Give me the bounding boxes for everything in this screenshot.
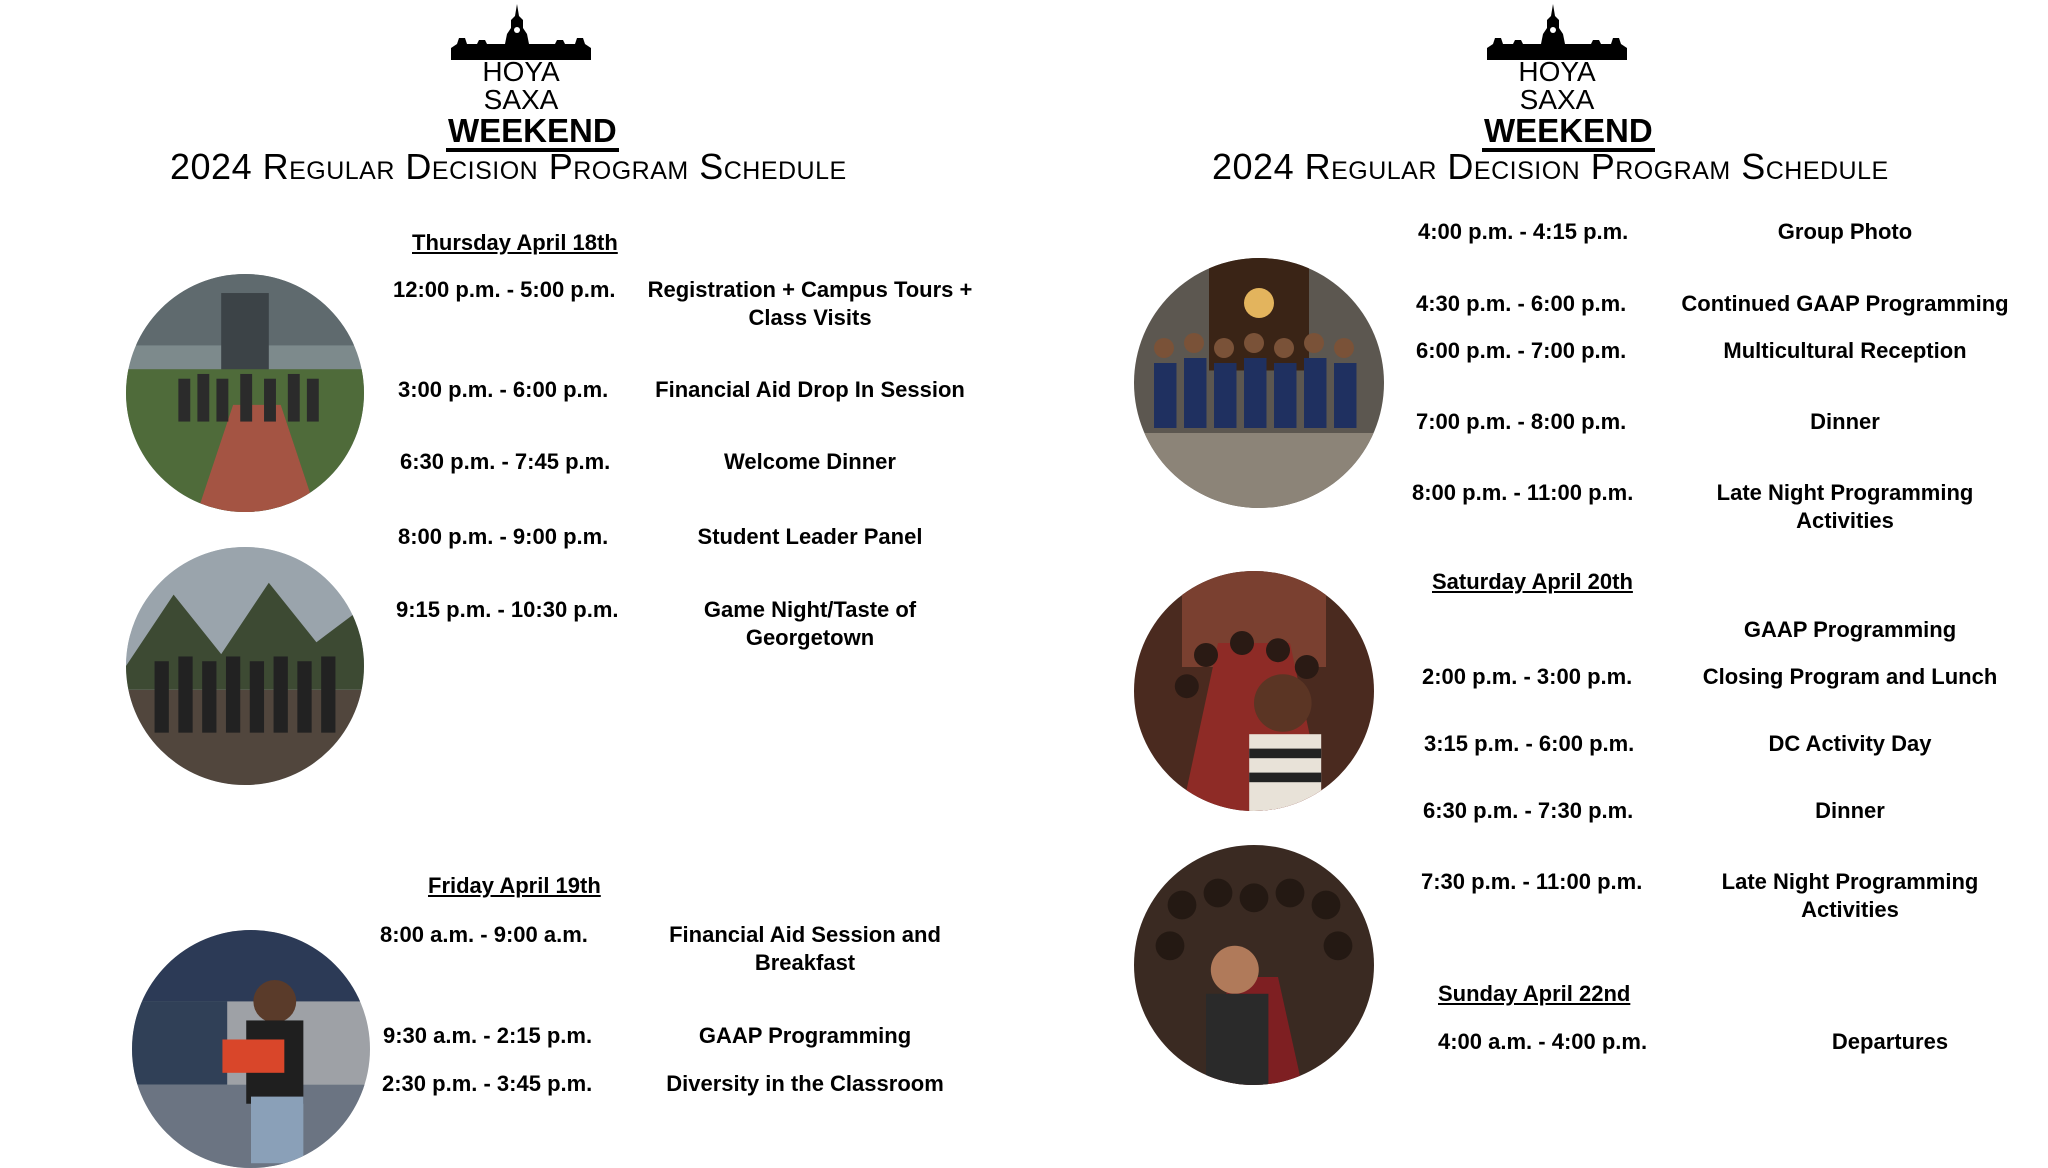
schedule-event: Late Night Programming Activities — [1721, 869, 1979, 922]
day-heading-sunday: Sunday April 22nd — [1438, 981, 1631, 1006]
schedule-event: Dinner — [1810, 409, 1880, 434]
healy-tower-icon — [451, 4, 591, 60]
logo-line-1: HOYA SAXA — [1518, 56, 1596, 115]
right-page — [1024, 0, 2048, 1167]
day-heading-saturday: Saturday April 20th — [1432, 569, 1633, 594]
schedule-time: 3:00 p.m. - 6:00 p.m. — [398, 377, 609, 402]
schedule-event: Continued GAAP Programming — [1681, 291, 2009, 316]
schedule-time: 8:00 p.m. - 11:00 p.m. — [1412, 480, 1634, 505]
schedule-event: Welcome Dinner — [724, 449, 896, 474]
selfie-group-photo-1 — [1134, 571, 1374, 811]
schedule-event: GAAP Programming — [1743, 617, 1957, 642]
hoya-saxa-weekend-logo — [446, 4, 617, 149]
schedule-time: 6:30 p.m. - 7:30 p.m. — [1423, 798, 1634, 823]
student-hoya-saxa-sign-photo — [132, 930, 370, 1168]
schedule-event: GAAP Programming — [698, 1023, 912, 1048]
schedule-time: 9:30 a.m. - 2:15 p.m. — [383, 1023, 593, 1048]
schedule-time: 2:00 p.m. - 3:00 p.m. — [1422, 664, 1633, 689]
schedule-event: Late Night Programming Activities — [1716, 480, 1974, 533]
left-page — [0, 0, 1024, 1167]
schedule-time: 4:00 a.m. - 4:00 p.m. — [1438, 1029, 1648, 1054]
healy-tower-icon — [1487, 4, 1627, 60]
schedule-event: Registration + Campus Tours + Class Visits — [647, 277, 973, 330]
schedule-time: 2:30 p.m. - 3:45 p.m. — [382, 1071, 593, 1096]
schedule-event: Closing Program and Lunch — [1702, 664, 1998, 689]
schedule-time: 12:00 p.m. - 5:00 p.m. — [393, 277, 616, 302]
schedule-event: Diversity in the Classroom — [666, 1071, 944, 1096]
schedule-event: DC Activity Day — [1768, 731, 1932, 756]
campus-group-photo — [126, 274, 364, 512]
schedule-event: Financial Aid Drop In Session — [655, 377, 965, 402]
logo-line-2: WEEKEND — [1482, 114, 1655, 152]
logo-line-2: WEEKEND — [446, 114, 619, 152]
page-title: 2024 Regular Decision Program Schedule — [1212, 146, 1889, 187]
evening-group-photo — [126, 547, 364, 785]
schedule-event: Financial Aid Session and Breakfast — [669, 922, 941, 975]
schedule-event: Multicultural Reception — [1723, 338, 1967, 363]
staircase-group-photo — [1134, 258, 1384, 508]
schedule-event: Departures — [1831, 1029, 1949, 1054]
schedule-time: 3:15 p.m. - 6:00 p.m. — [1424, 731, 1635, 756]
schedule-time: 7:30 p.m. - 11:00 p.m. — [1421, 869, 1643, 894]
schedule-event: Game Night/Taste of Georgetown — [703, 597, 917, 650]
hoya-saxa-weekend-logo — [1482, 4, 1653, 149]
selfie-group-photo-2 — [1134, 845, 1374, 1085]
schedule-time: 9:15 p.m. - 10:30 p.m. — [396, 597, 619, 622]
schedule-time: 7:00 p.m. - 8:00 p.m. — [1416, 409, 1627, 434]
schedule-event: Dinner — [1815, 798, 1885, 823]
logo-line-1: HOYA SAXA — [482, 56, 560, 115]
day-heading-thursday: Thursday April 18th — [412, 230, 618, 255]
schedule-time: 6:30 p.m. - 7:45 p.m. — [400, 449, 611, 474]
page-title: 2024 Regular Decision Program Schedule — [170, 146, 847, 187]
schedule-time: 8:00 a.m. - 9:00 a.m. — [380, 922, 588, 947]
day-heading-friday: Friday April 19th — [428, 873, 601, 898]
schedule-time: 8:00 p.m. - 9:00 p.m. — [398, 524, 609, 549]
schedule-event: Group Photo — [1777, 219, 1913, 244]
schedule-time: 6:00 p.m. - 7:00 p.m. — [1416, 338, 1627, 363]
schedule-time: 4:00 p.m. - 4:15 p.m. — [1418, 219, 1629, 244]
schedule-time: 4:30 p.m. - 6:00 p.m. — [1416, 291, 1627, 316]
schedule-event: Student Leader Panel — [697, 524, 923, 549]
